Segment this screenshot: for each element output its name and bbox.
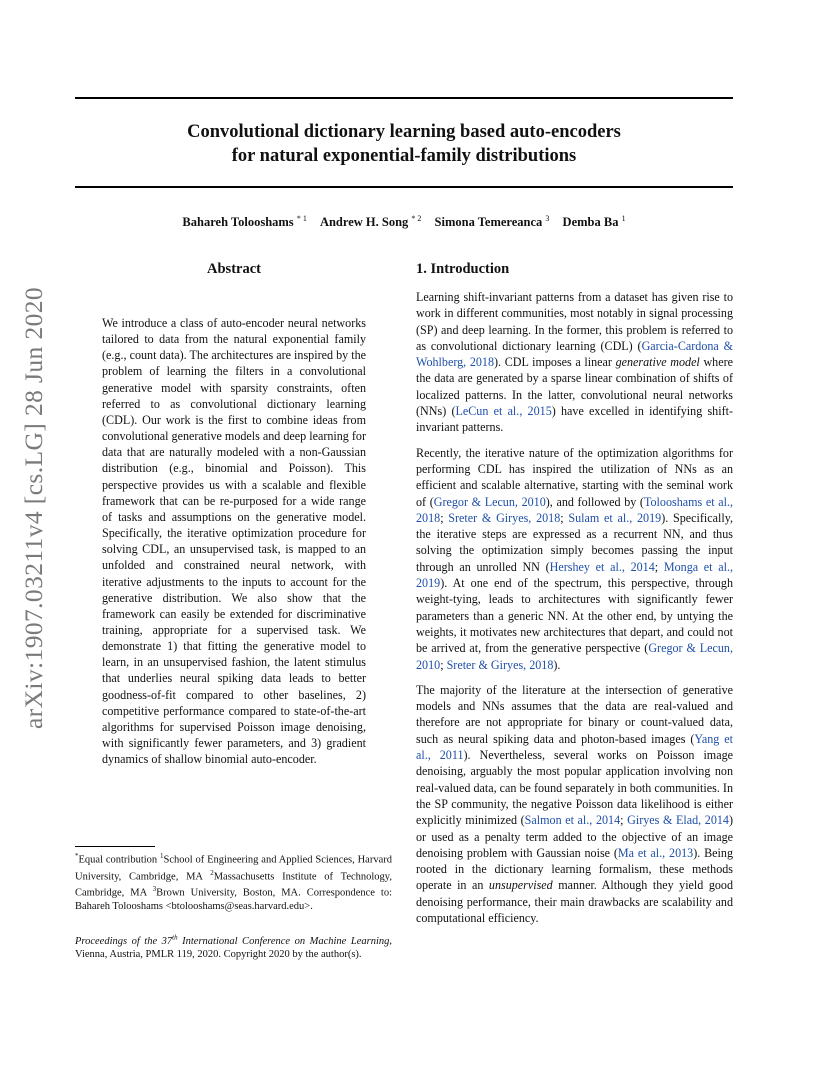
author	[563, 215, 626, 229]
title-line-1: Convolutional dictionary learning based auto-encoders	[187, 122, 621, 142]
citation-link[interactable]: LeCun et al., 2015	[455, 404, 552, 419]
citation-link[interactable]: Sreter & Giryes, 2018	[446, 657, 554, 672]
arxiv-side-stamp	[12, 286, 56, 730]
citation-link[interactable]: Garcia-Cardona & Wohlberg, 2018	[416, 338, 734, 370]
author-name: Simona Temereanca	[434, 215, 543, 229]
text-run: ). Specifically, the iterative steps are expressed as a recurrent NN, and thus solving the optimization simply becomes passing the input through an unrolled NN (	[416, 510, 733, 574]
introduction-body	[416, 289, 733, 935]
superscript: th	[172, 933, 178, 941]
author-affiliation-mark: * 1	[296, 214, 307, 223]
footnote-rule	[75, 846, 155, 847]
text-run: ;	[654, 559, 664, 574]
arxiv-stamp-text: arXiv:1907.03211v4 [cs.LG] 28 Jun 2020	[19, 286, 48, 729]
citation-link[interactable]: Sulam et al., 2019	[568, 510, 662, 525]
emphasis: generative model	[615, 355, 700, 370]
proceedings-note	[75, 931, 392, 961]
citation-link[interactable]: Ma et al., 2013	[617, 845, 694, 860]
citation-link[interactable]: Yang et al., 2011	[416, 731, 733, 763]
paper-title	[75, 120, 733, 168]
affiliation-footnote	[75, 850, 392, 913]
author	[182, 215, 306, 229]
author-name: Demba Ba	[562, 215, 619, 229]
text-run: ;	[620, 813, 628, 828]
citation-link[interactable]: Monga et al., 2019	[416, 559, 734, 591]
text-run: ). Nevertheless, several works on Poisson image denoising, arguably the most popular application involving non real-valued data, can be found separately in both communities. In the SP community, the negative Poisson data likelihood is either explicitly minimized (	[416, 748, 733, 828]
text-run: International Conference on Machine Learning	[177, 935, 390, 947]
text-run: , Vienna, Austria, PMLR 119, 2020. Copyright 2020 by the author(s).	[75, 935, 392, 960]
text-run: Equal contribution	[78, 854, 161, 866]
text-run: Proceedings of the 37	[75, 935, 173, 947]
citation-link[interactable]: Sreter & Giryes, 2018	[448, 510, 561, 525]
text-run: ), and followed by (	[545, 494, 644, 509]
author-list	[75, 214, 733, 230]
text-run: manner. Although they yield good denoising performance, their main drawbacks are scalability and computational efficiency.	[416, 878, 734, 925]
author-affiliation-mark: 3	[545, 214, 550, 223]
abstract-body: We introduce a class of auto-encoder neural networks tailored to data from the natural exponential family (e.g., count data). The architectures are inspired by the problem of learning the filters in a convolutional generative model with sparsity constraints, often referred to as convolutional dictionary learning (CDL). Our work is the first to combine ideas from convolutional generative models and deep learning for data that are naturally modeled with a non-Gaussian distribution (e.g., binomial and Poisson). This perspective provides us with a scalable and flexible framework that can be re-purposed for a wide range of tasks and assumptions on the generative model. Specifically, the iterative optimization procedure for solving CDL, an unsupervised task, is mapped to an unfolded and constrained neural network, with iterative adjustments to the inputs to account for the generative distribution. We also show that the framework can easily be extended for discriminative training, appropriate for a supervised task. We demonstrate 1) that fitting the generative model to learn, in an unsupervised fashion, the latent stimulus that underlies neural spiking data leads to better goodness-of-fit compared to other baselines, 2) competitive performance compared to state-of-the-art algorithms for supervised Poisson image denoising, with significantly fewer parameters, and 3) gradient dynamics of shallow binomial auto-encoder.	[102, 316, 366, 767]
author-name: Andrew H. Song	[319, 215, 409, 229]
author	[320, 215, 421, 229]
text-run: ;	[560, 510, 569, 525]
text-run: where the data are generated by a sparse linear combination of shifts of localized patterns. In the latter, convolutional neural networks (NNs) (	[416, 355, 733, 419]
footnote-mark: 2	[210, 868, 214, 877]
citation-link[interactable]: Gregor & Lecun, 2010	[433, 494, 546, 509]
text-run: ). At one end of the spectrum, this perspective, through weight-tying, leads to architectures with significantly fewer parameters than a generic NN. At the other end, by untying the weights, it motivates new architectures that depart, and could not be arrived at, from the generative perspective (	[416, 576, 733, 656]
text-run: School of Engineering and Applied Sciences, Harvard University, Cambridge, MA	[75, 854, 392, 883]
citation-link[interactable]: Tolooshams et al., 2018	[416, 494, 734, 525]
author-affiliation-mark: 1	[621, 214, 626, 223]
citation-link[interactable]: Salmon et al., 2014	[524, 813, 621, 828]
author-name: Bahareh Tolooshams	[182, 215, 294, 229]
footnote-mark: *	[75, 852, 79, 860]
author	[435, 215, 550, 229]
text-run: Massachusetts Institute of Technology, Cambridge, MA	[75, 871, 392, 899]
text-run: ;	[440, 657, 447, 672]
intro-paragraph-1	[416, 289, 733, 436]
citation-link[interactable]: Gregor & Lecun, 2010	[416, 641, 733, 672]
text-run: Learning shift-invariant patterns from a dataset has given rise to work in different communities, most notably in signal processing (SP) and deep learning. In the former, this problem is referred to as convolutional dictionary learning (CDL) (	[416, 290, 733, 353]
abstract-heading: Abstract	[207, 261, 261, 277]
text-run: Recently, the iterative nature of the optimization algorithms for performing CDL has inspired the utilization of NNs as an efficient and scalable alternative, starting with the seminal work of (	[416, 445, 733, 509]
title-line-2: for natural exponential-family distributions	[231, 146, 577, 166]
text-run: ).	[553, 657, 561, 672]
text-run: ) have excelled in identifying shift-invariant patterns.	[416, 404, 733, 435]
author-affiliation-mark: * 2	[411, 214, 422, 223]
text-run: ). Being rooted in the dictionary learning formalism, these methods operate in an	[416, 845, 734, 893]
title-top-rule	[75, 97, 733, 99]
text-run: The majority of the literature at the intersection of generative models and NNs assumes that the data are real-valued and therefore are not appropriate for binary or count-valued data, such as neural spiking data and photon-based images (	[416, 682, 733, 746]
text-run: ) or used as a penalty term added to the objective of an image denoising problem with Gaussian noise (	[416, 813, 734, 860]
intro-paragraph-2	[416, 445, 733, 673]
emphasis: unsupervised	[488, 878, 553, 893]
text-run: ). CDL imposes a linear	[494, 355, 616, 370]
footnote-mark: 3	[152, 885, 157, 894]
footnote-mark: 1	[160, 852, 164, 860]
introduction-heading: 1. Introduction	[416, 261, 510, 277]
text-run: ;	[440, 510, 449, 525]
citation-link[interactable]: Hershey et al., 2014	[549, 559, 655, 574]
text-run: Brown University, Boston, MA. Correspondence to: Bahareh Tolooshams <btolooshams@seas.harvard.edu>.	[75, 887, 392, 913]
title-bottom-rule	[75, 186, 733, 188]
citation-link[interactable]: Giryes & Elad, 2014	[627, 813, 729, 828]
intro-paragraph-3	[416, 682, 733, 926]
